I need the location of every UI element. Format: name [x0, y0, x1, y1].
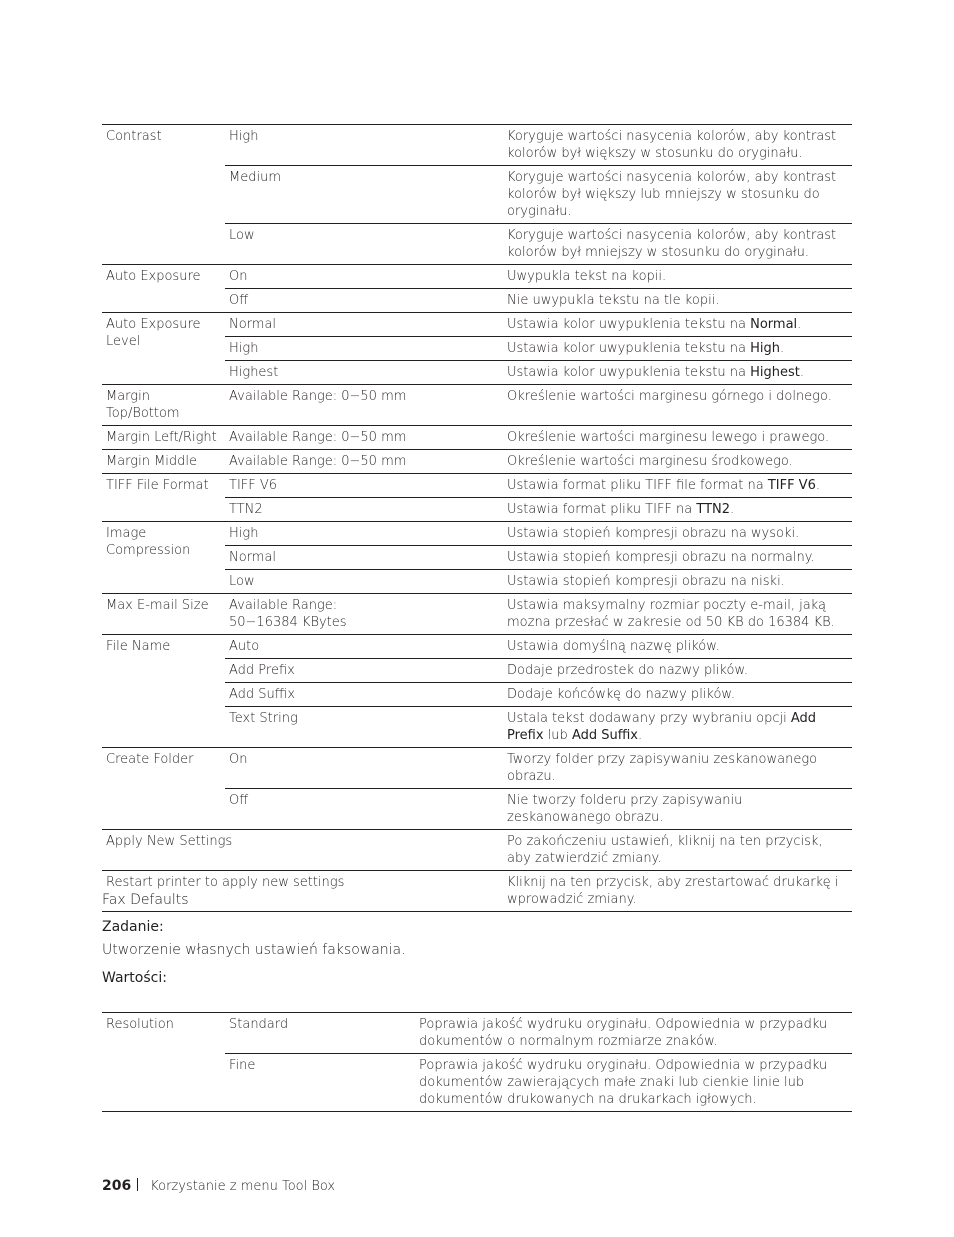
setting-name-restart-printer: Restart printer to apply new settings [102, 871, 503, 912]
desc-text: Ustala tekst dodawany przy wybraniu opcji [507, 711, 791, 726]
desc-period: . [799, 365, 804, 380]
table-row [102, 1013, 852, 1054]
task-text: Utworzenie własnych ustawień faksowania. [102, 942, 406, 958]
setting-description: Ustawia maksymalny rozmiar poczty e-mail, jaką mozna przesłać w zakresie od 50 KB do 16384 KB. [503, 594, 852, 635]
desc-text: lub [543, 728, 572, 743]
setting-description: Dodaje końcówkę do nazwy plików. [503, 683, 852, 707]
setting-value: Add Prefix [225, 659, 503, 683]
settings-table [102, 124, 852, 912]
setting-name-auto-exposure-level: Auto Exposure Level [102, 313, 225, 385]
setting-value: Standard [225, 1013, 415, 1054]
desc-keyword: Add Prefix [507, 711, 817, 743]
desc-text: Ustawia kolor uwypuklenia tekstu na [507, 341, 751, 356]
setting-value: Fine [225, 1054, 415, 1112]
setting-description: Ustawia stopień kompresji obrazu na wysoki. [503, 522, 852, 546]
setting-description: Koryguje wartości nasycenia kolorów, aby kontrast kolorów był większy lub mniejszy w stosunku do oryginału. [503, 166, 852, 224]
table-row [102, 522, 852, 546]
setting-name-auto-exposure: Auto Exposure [102, 265, 225, 313]
table-row [102, 594, 852, 635]
fax-settings-table [102, 1012, 852, 1112]
setting-value: Low [225, 224, 503, 265]
setting-description: Ustawia stopień kompresji obrazu na normalny. [503, 546, 852, 570]
table-row [102, 426, 852, 450]
desc-period: . [797, 317, 802, 332]
setting-name-tiff-file-format: TIFF File Format [102, 474, 225, 522]
table-row [102, 871, 852, 912]
desc-period: . [815, 478, 820, 493]
setting-value: On [225, 748, 503, 789]
setting-description: Nie tworzy folderu przy zapisywaniu zeskanowanego obrazu. [503, 789, 852, 830]
table-row [102, 450, 852, 474]
setting-value: Medium [225, 166, 503, 224]
setting-description [503, 498, 852, 522]
table-row [102, 265, 852, 289]
setting-value: On [225, 265, 503, 289]
setting-name-file-name: File Name [102, 635, 225, 748]
setting-description: Uwypukla tekst na kopii. [503, 265, 852, 289]
table-row [102, 474, 852, 498]
setting-value: Auto [225, 635, 503, 659]
setting-value: High [225, 522, 503, 546]
setting-description: Określenie wartości marginesu górnego i dolnego. [503, 385, 852, 426]
desc-keyword: High [750, 341, 780, 356]
desc-keyword: TIFF V6 [767, 478, 816, 493]
setting-value: TTN2 [225, 498, 503, 522]
setting-value: Normal [225, 546, 503, 570]
desc-period: . [780, 341, 785, 356]
setting-name-image-compression: Image Compression [102, 522, 225, 594]
setting-description [503, 361, 852, 385]
desc-period: . [730, 502, 735, 517]
setting-description [503, 474, 852, 498]
setting-name-margin-left-right: Margin Left/Right [102, 426, 225, 450]
desc-keyword: TTN2 [696, 502, 731, 517]
setting-description: Ustawia stopień kompresji obrazu na niski. [503, 570, 852, 594]
setting-value: Available Range: 0−50 mm [225, 426, 503, 450]
setting-name-create-folder: Create Folder [102, 748, 225, 830]
setting-value [225, 594, 503, 635]
setting-description: Określenie wartości marginesu lewego i prawego. [503, 426, 852, 450]
setting-description: Koryguje wartości nasycenia kolorów, aby kontrast kolorów był większy w stosunku do oryginału. [503, 125, 852, 166]
table-row [102, 748, 852, 789]
setting-description: Dodaje przedrostek do nazwy plików. [503, 659, 852, 683]
setting-value: Low [225, 570, 503, 594]
values-label: Wartości: [102, 970, 167, 986]
desc-keyword: Normal [750, 317, 798, 332]
table-row [102, 385, 852, 426]
footer-separator [137, 1178, 138, 1191]
setting-description [503, 313, 852, 337]
setting-value: Off [225, 289, 503, 313]
desc-text: Ustawia kolor uwypuklenia tekstu na [507, 365, 751, 380]
setting-value: Available Range: 0−50 mm [225, 450, 503, 474]
setting-name-resolution: Resolution [102, 1013, 225, 1112]
desc-keyword: Highest [750, 365, 800, 380]
desc-text: Ustawia format pliku TIFF na [507, 502, 697, 517]
desc-period: . [638, 728, 643, 743]
section-title: Fax Defaults [102, 892, 189, 908]
page-number: 206 [102, 1178, 132, 1194]
table-row [102, 313, 852, 337]
table-row [102, 125, 852, 166]
setting-description: Nie uwypukla tekstu na tle kopii. [503, 289, 852, 313]
setting-value: Available Range: 0−50 mm [225, 385, 503, 426]
setting-name-max-email-size: Max E-mail Size [102, 594, 225, 635]
setting-description [503, 707, 852, 748]
setting-name-apply-new-settings: Apply New Settings [102, 830, 503, 871]
setting-description: Kliknij na ten przycisk, aby zrestartować drukarkę i wprowadzić zmiany. [503, 871, 852, 912]
chapter-title: Korzystanie z menu Tool Box [150, 1179, 336, 1194]
setting-description: Poprawia jakość wydruku oryginału. Odpowiednia w przypadku dokumentów o normalnym rozmiarze znaków. [415, 1013, 852, 1054]
setting-description: Określenie wartości marginesu środkowego. [503, 450, 852, 474]
setting-description: Ustawia domyślną nazwę plików. [503, 635, 852, 659]
setting-value: High [225, 125, 503, 166]
setting-description [503, 337, 852, 361]
desc-text: Ustawia kolor uwypuklenia tekstu na [507, 317, 751, 332]
setting-value: Add Suffix [225, 683, 503, 707]
table-row [102, 635, 852, 659]
value-line: 50−16384 KBytes [229, 615, 347, 630]
desc-text: Ustawia format pliku TIFF file format na [507, 478, 768, 493]
setting-value: Text String [225, 707, 503, 748]
setting-description: Po zakończeniu ustawień, kliknij na ten przycisk, aby zatwierdzić zmiany. [503, 830, 852, 871]
task-label: Zadanie: [102, 919, 164, 935]
page-footer [102, 1178, 335, 1194]
desc-keyword: Add Suffix [571, 728, 638, 743]
table-row [102, 830, 852, 871]
setting-description: Koryguje wartości nasycenia kolorów, aby kontrast kolorów był mniejszy w stosunku do oryginału. [503, 224, 852, 265]
setting-value: Highest [225, 361, 503, 385]
setting-value: Off [225, 789, 503, 830]
setting-value: High [225, 337, 503, 361]
setting-name-margin-middle: Margin Middle [102, 450, 225, 474]
value-line: Available Range: [229, 598, 338, 613]
setting-description: Poprawia jakość wydruku oryginału. Odpowiednia w przypadku dokumentów zawierających małe znaki lub cienkie linie lub dokumentów drukowanych na drukarkach igłowych. [415, 1054, 852, 1112]
setting-name-margin-top-bottom: Margin Top/Bottom [102, 385, 225, 426]
setting-name-contrast: Contrast [102, 125, 225, 265]
setting-value: TIFF V6 [225, 474, 503, 498]
setting-description: Tworzy folder przy zapisywaniu zeskanowanego obrazu. [503, 748, 852, 789]
setting-value: Normal [225, 313, 503, 337]
